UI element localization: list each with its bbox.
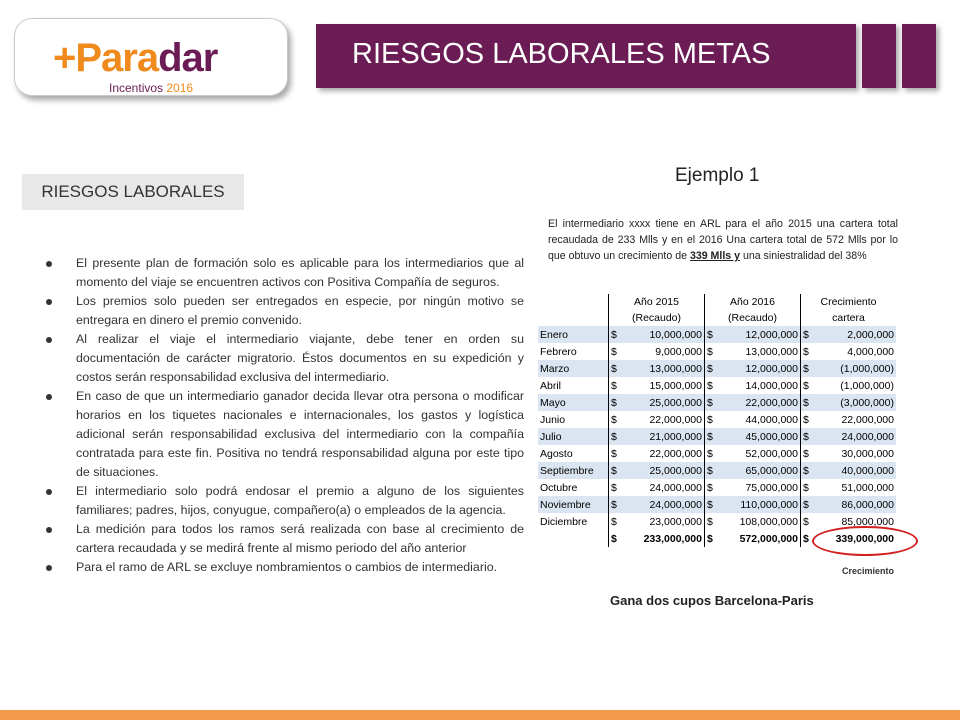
value-2016: 12,000,000 xyxy=(721,360,801,377)
table-row xyxy=(538,394,896,411)
value-2016: 52,000,000 xyxy=(745,447,798,460)
value-growth: 51,000,000 xyxy=(841,481,894,494)
table-row xyxy=(538,411,896,428)
title-decor-square-2 xyxy=(902,24,936,88)
logo-wordmark xyxy=(53,37,217,79)
subheader-growth: cartera xyxy=(801,310,897,326)
currency-sign: $ xyxy=(801,428,818,445)
value-2016: 75,000,000 xyxy=(745,481,798,494)
title-decor-square-1 xyxy=(862,24,896,88)
currency-sign: $ xyxy=(801,479,818,496)
header-2015: Año 2015 xyxy=(609,294,705,310)
header-growth: Crecimiento xyxy=(801,294,897,310)
currency-sign: $ xyxy=(609,479,626,496)
currency-sign: $ xyxy=(705,377,722,394)
currency-sign: $ xyxy=(801,445,818,462)
value-2015: 21,000,000 xyxy=(625,428,705,445)
month-cell: Enero xyxy=(538,326,609,343)
table-row xyxy=(538,360,896,377)
logo-dar-text: dar xyxy=(158,36,218,80)
month-cell: Febrero xyxy=(540,345,577,358)
logo-subtitle xyxy=(109,81,193,95)
currency-sign: $ xyxy=(609,530,626,547)
currency-sign: $ xyxy=(801,462,818,479)
month-cell: Octubre xyxy=(540,481,578,494)
subheader-2015: (Recaudo) xyxy=(609,310,705,326)
month-cell: Diciembre xyxy=(540,515,588,528)
value-growth: (1,000,000) xyxy=(840,379,894,392)
example-intro xyxy=(548,216,898,264)
intro-text-end: una siniestralidad del 38% xyxy=(740,250,867,262)
table-header-row xyxy=(538,310,896,326)
table-row xyxy=(538,479,896,496)
currency-sign: $ xyxy=(801,377,818,394)
value-growth: (1,000,000) xyxy=(817,360,896,377)
logo xyxy=(14,18,288,96)
condition-item: La medición para todos los ramos será realizada con base al crecimiento de cartera recaudada y se medirá frente al mismo periodo del año anterior xyxy=(44,520,524,558)
table-row xyxy=(538,428,896,445)
total-growth: 339,000,000 xyxy=(835,532,894,545)
month-cell: Julio xyxy=(538,428,609,445)
currency-sign: $ xyxy=(609,394,626,411)
bottom-accent-bar xyxy=(0,710,960,720)
growth-table xyxy=(538,294,896,547)
intro-highlight: 339 Mlls y xyxy=(689,250,740,262)
value-growth: 24,000,000 xyxy=(817,428,896,445)
month-cell: Marzo xyxy=(538,360,609,377)
condition-item: Para el ramo de ARL se excluye nombramientos o cambios de intermediario. xyxy=(44,558,524,577)
value-2016: 108,000,000 xyxy=(739,515,798,528)
currency-sign: $ xyxy=(801,513,818,530)
currency-sign: $ xyxy=(705,428,722,445)
table-row xyxy=(538,496,896,513)
value-2016: 65,000,000 xyxy=(721,462,801,479)
condition-item: En caso de que un intermediario ganador decida llevar otra persona o modificar horarios en los tiquetes nacionales e internacionales, los gastos y logística adicional serán responsabilidad exclusiva del intermediario con la compañía contratada para este fin. Positiva no tendrá responsabilidad alguna por este tipo de situaciones. xyxy=(44,387,524,482)
currency-sign: $ xyxy=(705,411,722,428)
logo-year: 2016 xyxy=(166,81,194,95)
total-highlight-circle xyxy=(812,526,918,556)
value-2015: 10,000,000 xyxy=(625,326,705,343)
currency-sign: $ xyxy=(705,445,722,462)
currency-sign: $ xyxy=(801,360,818,377)
table-header-row xyxy=(538,294,896,310)
value-2016: 12,000,000 xyxy=(721,326,801,343)
value-growth: 2,000,000 xyxy=(817,326,896,343)
month-cell: Junio xyxy=(540,413,566,426)
value-growth: 86,000,000 xyxy=(817,496,896,513)
currency-sign: $ xyxy=(609,326,626,343)
value-2015: 15,000,000 xyxy=(649,379,702,392)
value-2016: 110,000,000 xyxy=(721,496,801,513)
value-growth: 85,000,000 xyxy=(841,515,894,528)
currency-sign: $ xyxy=(609,360,626,377)
value-2015: 24,000,000 xyxy=(649,481,702,494)
currency-sign: $ xyxy=(705,479,722,496)
subheader-2016: (Recaudo) xyxy=(705,310,801,326)
value-2016: 14,000,000 xyxy=(745,379,798,392)
value-2015: 22,000,000 xyxy=(649,413,702,426)
conditions-list xyxy=(44,254,524,577)
condition-item: Al realizar el viaje el intermediario viajante, debe tener en orden su documentación de carácter migratorio. Éstos documentos en su expedición y costos serán responsabilidad exclusiva del intermediario. xyxy=(44,330,524,387)
page-title-bar xyxy=(316,24,856,88)
month-cell: Noviembre xyxy=(538,496,609,513)
currency-sign: $ xyxy=(609,377,626,394)
currency-sign: $ xyxy=(705,326,722,343)
currency-sign: $ xyxy=(705,394,722,411)
value-growth: (3,000,000) xyxy=(817,394,896,411)
logo-plus-text: +Para xyxy=(53,36,159,80)
month-cell: Agosto xyxy=(540,447,573,460)
currency-sign: $ xyxy=(609,462,626,479)
total-2016: 572,000,000 xyxy=(739,532,798,545)
currency-sign: $ xyxy=(609,496,626,513)
currency-sign: $ xyxy=(609,513,626,530)
currency-sign: $ xyxy=(705,360,722,377)
month-cell: Mayo xyxy=(538,394,609,411)
currency-sign: $ xyxy=(801,411,818,428)
value-growth: 30,000,000 xyxy=(841,447,894,460)
page-title: RIESGOS LABORALES METAS xyxy=(352,38,771,70)
header-2016: Año 2016 xyxy=(705,294,801,310)
table-row xyxy=(538,445,896,462)
value-growth: 4,000,000 xyxy=(847,345,894,358)
value-growth: 22,000,000 xyxy=(841,413,894,426)
value-2015: 25,000,000 xyxy=(625,394,705,411)
table-row xyxy=(538,462,896,479)
currency-sign: $ xyxy=(801,326,818,343)
value-2015: 23,000,000 xyxy=(649,515,702,528)
value-2016: 22,000,000 xyxy=(721,394,801,411)
total-2015: 233,000,000 xyxy=(643,532,702,545)
condition-item: Los premios solo pueden ser entregados en especie, por ningún motivo se entregara en dinero el premio convenido. xyxy=(44,292,524,330)
value-2015: 22,000,000 xyxy=(649,447,702,460)
currency-sign: $ xyxy=(609,445,626,462)
condition-item: El intermediario solo podrá endosar el premio a alguno de los siguientes familiares; padres, hijos, conyugue, compañero(a) o empleados de la agencia. xyxy=(44,482,524,520)
example-title: Ejemplo 1 xyxy=(675,165,760,186)
currency-sign: $ xyxy=(609,411,626,428)
currency-sign: $ xyxy=(705,513,722,530)
value-growth: 40,000,000 xyxy=(817,462,896,479)
growth-label: Crecimiento xyxy=(842,566,895,576)
table-row xyxy=(538,326,896,343)
month-cell: Septiembre xyxy=(538,462,609,479)
logo-sub-text: Incentivos xyxy=(109,81,164,95)
currency-sign: $ xyxy=(705,462,722,479)
currency-sign: $ xyxy=(801,394,818,411)
intro-text: El intermediario xxxx tiene en ARL para el año 2015 una cartera total recaudada de 233 Mlls y en el 2016 Una cartera total de 572 Mlls por lo que obtuvo un crecimiento de xyxy=(548,218,898,262)
currency-sign: $ xyxy=(705,530,722,547)
value-2015: 13,000,000 xyxy=(625,360,705,377)
value-2016: 44,000,000 xyxy=(745,413,798,426)
value-2016: 45,000,000 xyxy=(721,428,801,445)
section-label: RIESGOS LABORALES xyxy=(22,174,244,210)
month-cell: Abril xyxy=(540,379,562,392)
currency-sign: $ xyxy=(705,343,722,360)
currency-sign: $ xyxy=(609,343,626,360)
condition-item: El presente plan de formación solo es aplicable para los intermediarios que al momento del viaje se encuentren activos con Positiva Compañía de seguros. xyxy=(44,254,524,292)
currency-sign: $ xyxy=(609,428,626,445)
value-2015: 25,000,000 xyxy=(625,462,705,479)
currency-sign: $ xyxy=(801,496,818,513)
value-2016: 13,000,000 xyxy=(745,345,798,358)
currency-sign: $ xyxy=(801,530,818,547)
value-2015: 9,000,000 xyxy=(655,345,702,358)
value-2015: 24,000,000 xyxy=(625,496,705,513)
result-text: Gana dos cupos Barcelona-Paris xyxy=(610,593,814,608)
table-row xyxy=(538,377,896,394)
currency-sign: $ xyxy=(801,343,818,360)
currency-sign: $ xyxy=(705,496,722,513)
table-row xyxy=(538,343,896,360)
